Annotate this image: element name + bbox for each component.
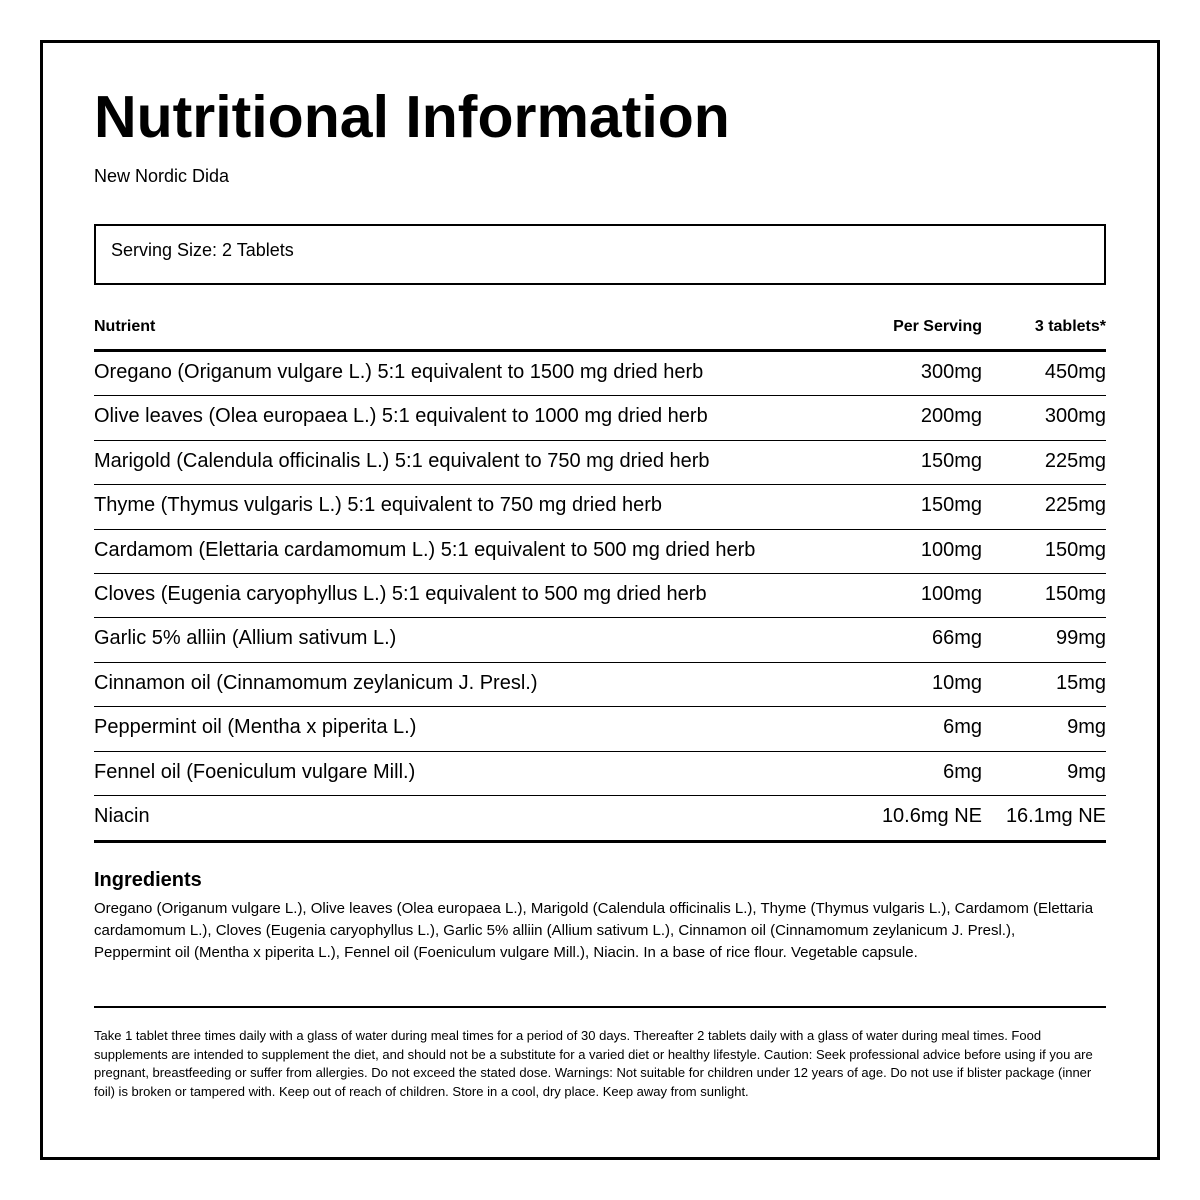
table-row (94, 441, 1106, 485)
per-serving-value: 10mg (931, 671, 982, 694)
serving-size-box (94, 224, 1106, 285)
directions-text: Take 1 tablet three times daily with a glass of water during meal times for a period of 30 days. Thereafter 2 tablets daily with a glass of water during meal times. Food supplements are intended to supplement the diet, and should not be a substitute for a varied diet or healthy lifestyle. Caution: Seek professional advice before using if you are pregnant, breastfeeding or suffer from allergies. Do not exceed the stated dose. Warnings: Not suitable for children under 12 years of age. Do not use if blister package (inner foil) is broken or tampered with. Keep out of reach of children. Store in a cool, dry place. Keep away from sunlight. (94, 1028, 1093, 1099)
three-tablets-value: 225mg (1044, 494, 1106, 517)
nutrient-name: Peppermint oil (Mentha x piperita L.) (94, 716, 417, 739)
per-serving-value: 150mg (920, 494, 982, 517)
nutrient-name: Olive leaves (Olea europaea L.) 5:1 equivalent to 1000 mg dried herb (94, 405, 708, 428)
column-header-nutrient: Nutrient (94, 318, 156, 335)
page-title: Nutritional Information (94, 84, 730, 150)
table-row (94, 574, 1106, 618)
column-header-per-serving: Per Serving (893, 318, 982, 335)
per-serving-value: 66mg (931, 627, 982, 650)
table-row (94, 618, 1106, 662)
per-serving-value: 200mg (920, 405, 982, 428)
table-row (94, 530, 1106, 574)
three-tablets-value: 15mg (1055, 671, 1106, 694)
section-divider (94, 1006, 1106, 1008)
per-serving-value: 100mg (920, 582, 982, 605)
nutrient-name: Cinnamon oil (Cinnamomum zeylanicum J. Presl.) (94, 671, 538, 694)
nutrient-name: Thyme (Thymus vulgaris L.) 5:1 equivalent to 750 mg dried herb (94, 494, 663, 517)
three-tablets-value: 450mg (1044, 361, 1106, 383)
three-tablets-value: 150mg (1044, 538, 1106, 561)
per-serving-value: 6mg (943, 716, 982, 739)
three-tablets-value: 99mg (1055, 627, 1106, 650)
three-tablets-value: 16.1mg NE (1005, 804, 1106, 827)
nutrient-name: Cloves (Eugenia caryophyllus L.) 5:1 equivalent to 500 mg dried herb (94, 582, 707, 605)
nutrient-name: Oregano (Origanum vulgare L.) 5:1 equivalent to 1500 mg dried herb (94, 361, 704, 383)
table-row (94, 352, 1106, 396)
nutrient-table-body (94, 352, 1106, 840)
per-serving-value: 150mg (920, 449, 982, 472)
table-row (94, 796, 1106, 840)
nutrient-name: Cardamom (Elettaria cardamomum L.) 5:1 equivalent to 500 mg dried herb (94, 538, 756, 561)
three-tablets-value: 9mg (1067, 716, 1106, 739)
nutrient-name: Marigold (Calendula officinalis L.) 5:1 equivalent to 750 mg dried herb (94, 449, 710, 472)
ingredients-heading: Ingredients (94, 869, 202, 891)
nutrient-name: Niacin (94, 804, 150, 827)
three-tablets-value: 225mg (1044, 449, 1106, 472)
nutrient-table-header (94, 310, 1106, 350)
table-row (94, 707, 1106, 751)
three-tablets-value: 150mg (1044, 582, 1106, 605)
nutrient-name: Fennel oil (Foeniculum vulgare Mill.) (94, 760, 416, 783)
table-row (94, 752, 1106, 796)
nutrient-name: Garlic 5% alliin (Allium sativum L.) (94, 627, 397, 650)
product-name: New Nordic Dida (94, 166, 230, 186)
per-serving-value: 300mg (920, 361, 982, 383)
per-serving-value: 100mg (920, 538, 982, 561)
table-row (94, 396, 1106, 440)
column-header-three-tablets: 3 tablets* (1034, 318, 1106, 335)
three-tablets-value: 9mg (1067, 760, 1106, 783)
table-row (94, 485, 1106, 529)
per-serving-value: 10.6mg NE (881, 804, 982, 827)
three-tablets-value: 300mg (1044, 405, 1106, 428)
ingredients-text: Oregano (Origanum vulgare L.), Olive leaves (Olea europaea L.), Marigold (Calendula officinalis L.), Thyme (Thymus vulgaris L.), Cardamom (Elettaria cardamomum L.), Cloves (Eugenia caryophyllus L.), Garlic 5% alliin (Allium sativum L.), Cinnamon oil (Cinnamomum zeylanicum J. Presl.), Peppermint oil (Mentha x piperita L.), Fennel oil (Foeniculum vulgare Mill.), Niacin. In a base of rice flour. Vegetable capsule. (94, 900, 1094, 961)
per-serving-value: 6mg (943, 760, 982, 783)
table-row (94, 663, 1106, 707)
serving-size-label: Serving Size: 2 Tablets (111, 240, 294, 260)
table-footer-rule (94, 840, 1106, 843)
